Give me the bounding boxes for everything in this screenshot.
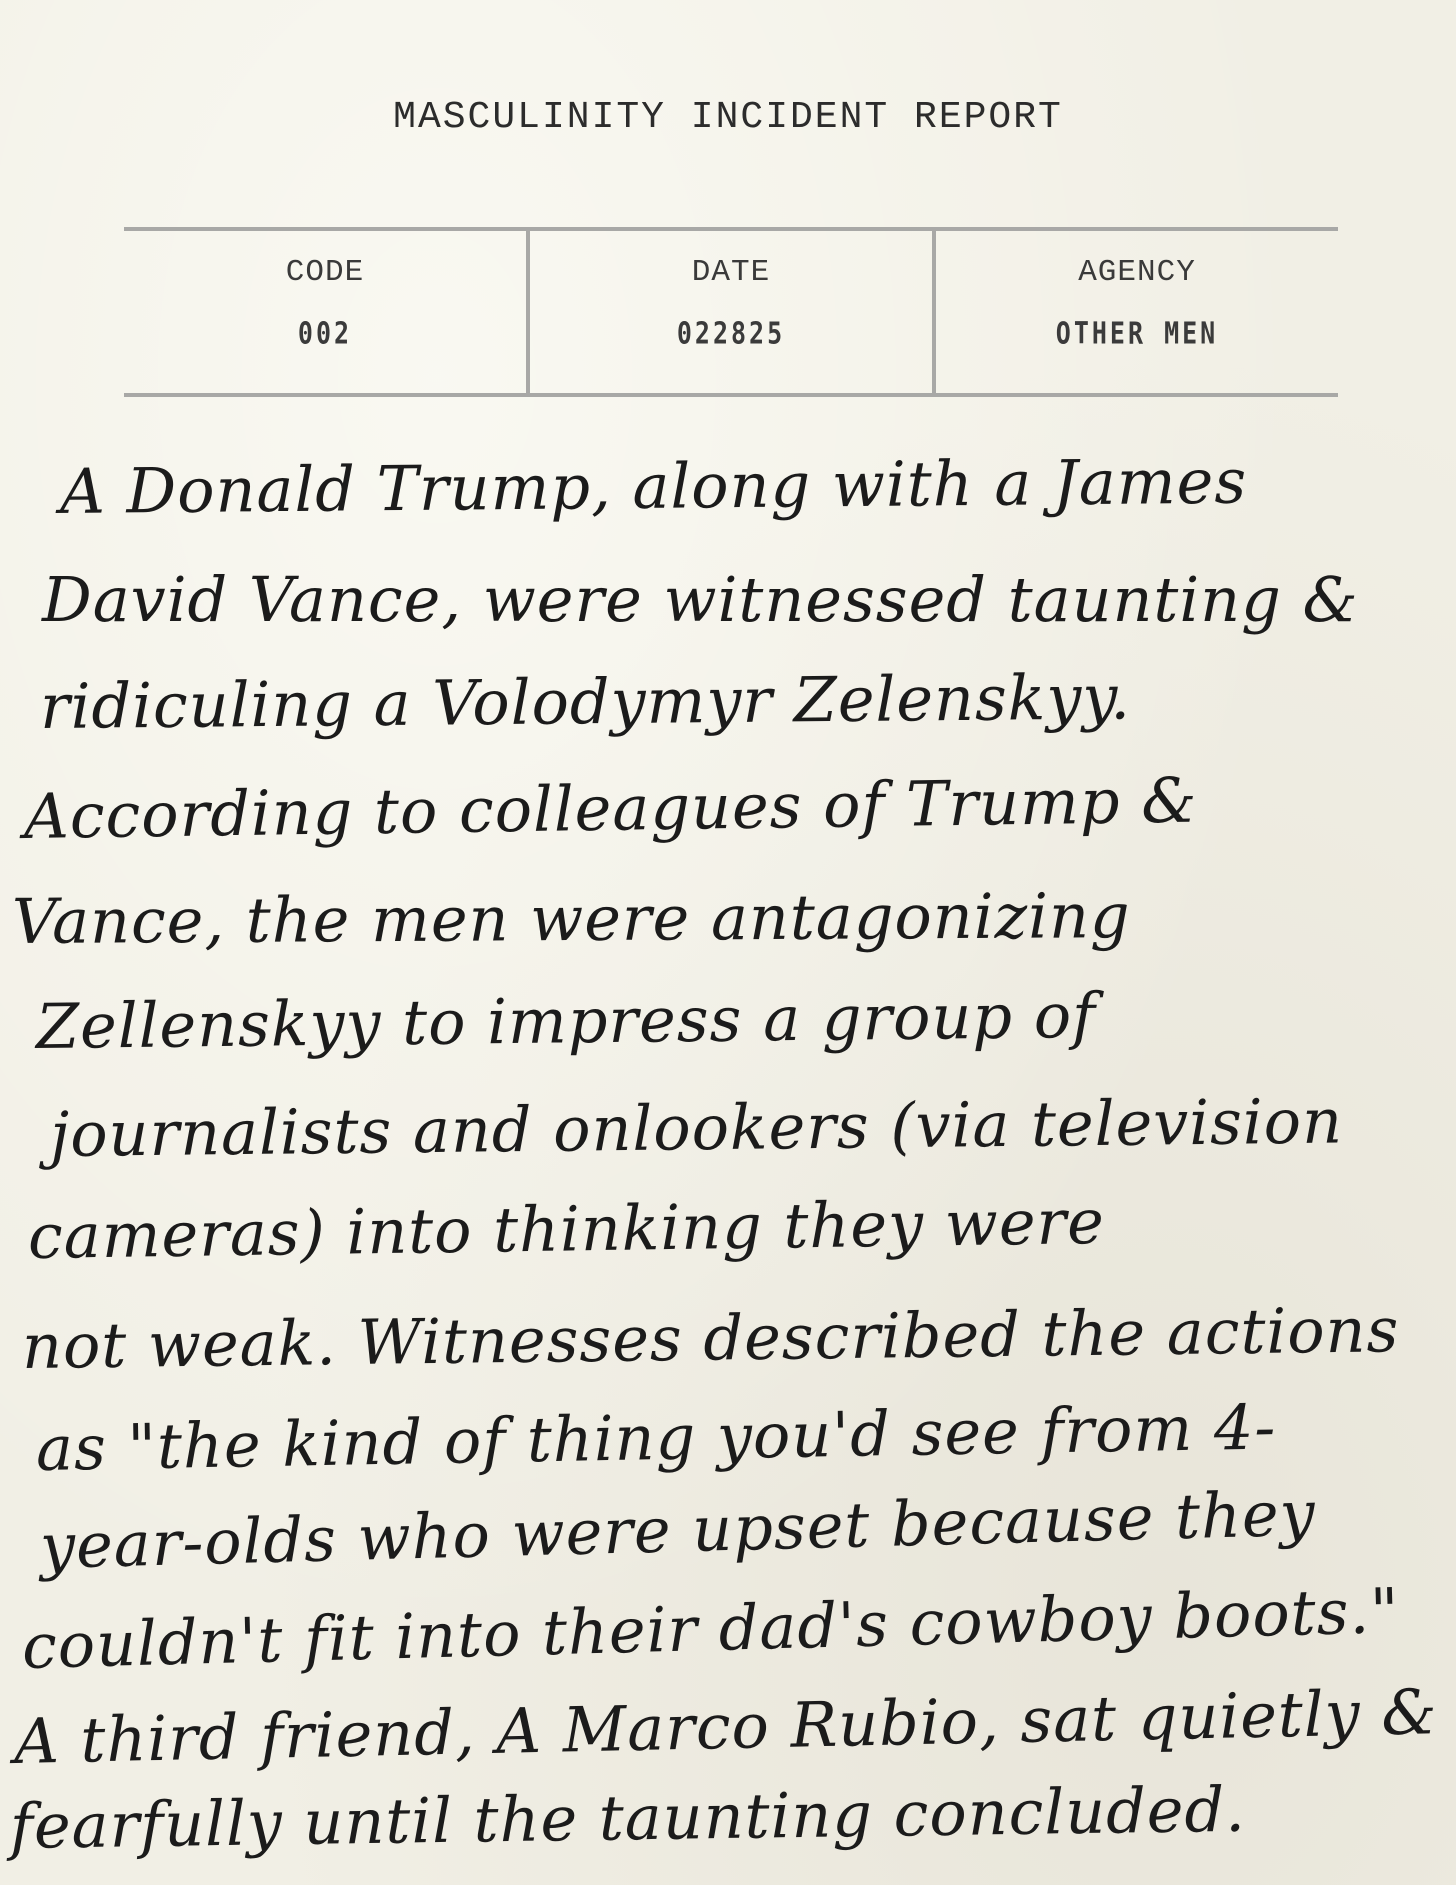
narrative-line: Vance, the men were antagonizing [11, 879, 1131, 958]
agency-label: AGENCY [1078, 255, 1196, 290]
narrative-line: fearfully until the taunting concluded. [9, 1772, 1247, 1863]
narrative-line: not weak. Witnesses described the actions [21, 1293, 1400, 1383]
narrative-line: A third friend, A Marco Rubio, sat quietly & [13, 1675, 1439, 1778]
narrative-line: A Donald Trump, along with a James [59, 444, 1248, 528]
date-label: DATE [691, 255, 771, 290]
narrative-line: cameras) into thinking they were [27, 1184, 1106, 1273]
narrative-line: as "the kind of thing you'd see from 4- [35, 1390, 1277, 1485]
agency-value: OTHER MEN [1055, 316, 1219, 351]
narrative-line: couldn't fit into their dad's cowboy boots." [21, 1573, 1401, 1683]
narrative-line: David Vance, were witnessed taunting & [42, 563, 1359, 636]
code-value: 002 [297, 316, 353, 351]
narrative-line: Zellenskyy to impress a group of [35, 978, 1097, 1063]
date-value: 022825 [676, 316, 786, 351]
code-label: CODE [285, 255, 365, 290]
narrative-line: year-olds who were upset because they [39, 1476, 1317, 1583]
narrative-line: ridiculing a Volodymyr Zelenskyy. [39, 660, 1132, 743]
narrative-line: According to colleagues of Trump & [23, 763, 1198, 853]
report-title: MASCULINITY INCIDENT REPORT [393, 96, 1063, 139]
narrative-line: journalists and onlookers (via television [49, 1084, 1344, 1171]
